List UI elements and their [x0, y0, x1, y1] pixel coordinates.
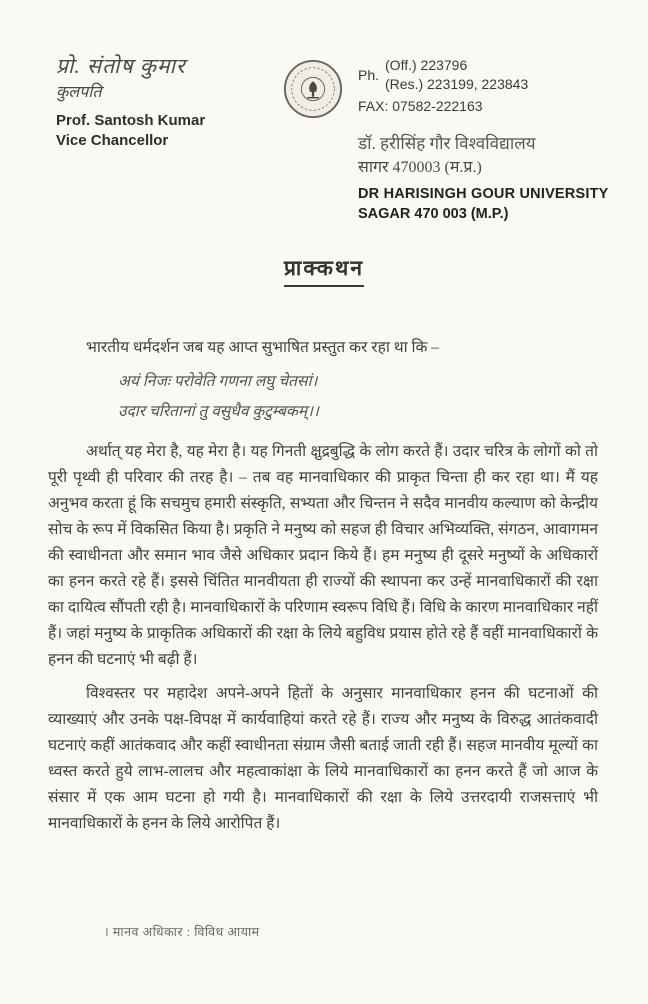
phone-residence: (Res.) 223199, 223843 [385, 76, 529, 92]
letterhead [0, 0, 648, 224]
intro-line: भारतीय धर्मदर्शन जब यह आप्त सुभाषित प्रस्तुत कर रहा था कि – [86, 339, 440, 357]
sanskrit-shloka [118, 367, 598, 427]
vc-title-hindi: कुलपति [56, 84, 102, 101]
university-name-hindi: डॉ. हरीसिंह गौर विश्वविद्यालय [358, 134, 536, 153]
vc-name-hindi: प्रो. संतोष कुमार [56, 54, 186, 78]
body-paragraph-2: विश्वस्तर पर महादेश अपने-अपने हितों के अनुसार मानवाधिकार हनन की घटनाओं की व्याख्याएं और उनके पक्ष-विपक्ष में कार्यवाहियां करते रहे हैं। राज्य और मनुष्य के विरुद्ध आतंकवादी घटनाएं कहीं आतंकवाद और कहीं स्वाधीनता संग्राम जैसी बताई जाती रही हैं। सहज मानवीय मूल्यों का ध्वस्त करते हुये लाभ-लालच और महत्वाकांक्षा के लिये मानवाधिकारों का हनन करते हैं जो आज के संसार में एक आम घटना हो गयी है। मानवाधिकारों की रक्षा के लिये उत्तरदायी राजसत्ताएं भी मानवाधिकारों के हनन के लिये आरोपित हैं। [48, 685, 598, 833]
university-city-hindi: सागर 470003 (म.प्र.) [358, 159, 482, 176]
vc-title-english: Vice Chancellor [56, 132, 169, 149]
body-paragraph-1: अर्थात् यह मेरा है, यह मेरा है। यह गिनती क्षुद्रबुद्धि के लोग करते हैं। उदार चरित्र के लोगों को तो पूरी पृथ्वी ही परिवार की तरह है। – तब वह मानवाधिकार की प्राकृत चिन्ता ही कर रहा था। मैं यह अनुभव करता हूं कि सचमुच हमारी संस्कृति, सभ्यता और चिन्तन ने सदैव मानवीय कल्याण को केन्द्रीय सोच के रूप में विकसित किया है। प्रकृति ने मनुष्य को सहज ही विचार अभिव्यक्ति, संगठन, आवागमन की स्वाधीनता और समान भाव जैसे अधिकार प्रदान किये हैं। हम मनुष्य ही दूसरे मनुष्यों के अधिकारों का हनन करते रहे हैं। इससे चिंतित मानवीयता ही राज्यों की स्थापना कर उन्हें मानवाधिकारों की रक्षा का दायित्व सौंपती रही है। मानवाधिकारों के परिणाम स्वरूप विधि हैं। विधि के कारण मानवाधिकार नहीं हैं। जहां मनुष्य के प्राकृतिक अधिकारों की रक्षा के लिये बहुविध प्रयास होते रहे हैं वहीं मानवाधिकारों के हनन की घटनाएं भी बढ़ी हैं। [48, 443, 598, 669]
university-name-english: DR HARISINGH GOUR UNIVERSITY [358, 186, 609, 202]
letterhead-left-block [56, 54, 268, 151]
page-title-text: प्राक्कथन [284, 254, 364, 287]
document-body [0, 301, 648, 837]
letterhead-right-block [358, 54, 612, 224]
phone-label: Ph. [358, 66, 380, 83]
university-seal-icon [282, 54, 344, 125]
page-title [0, 254, 648, 287]
shloka-line-1: अयं निजः परोवेति गणना लघु चेतसां। [118, 373, 318, 391]
university-city-english: SAGAR 470 003 (M.P.) [358, 206, 509, 222]
phone-block [358, 56, 612, 94]
phone-office: (Off.) 223796 [385, 57, 468, 73]
phone-numbers [385, 56, 528, 94]
vc-name-english: Prof. Santosh Kumar [56, 112, 206, 129]
shloka-line-2: उदार चरितानां तु वसुधैव कुटुम्बकम्।। [118, 403, 319, 421]
footer-text: । मानव अधिकार : विविध आयाम [104, 925, 260, 939]
fax-number: FAX: 07582-222163 [358, 98, 483, 114]
